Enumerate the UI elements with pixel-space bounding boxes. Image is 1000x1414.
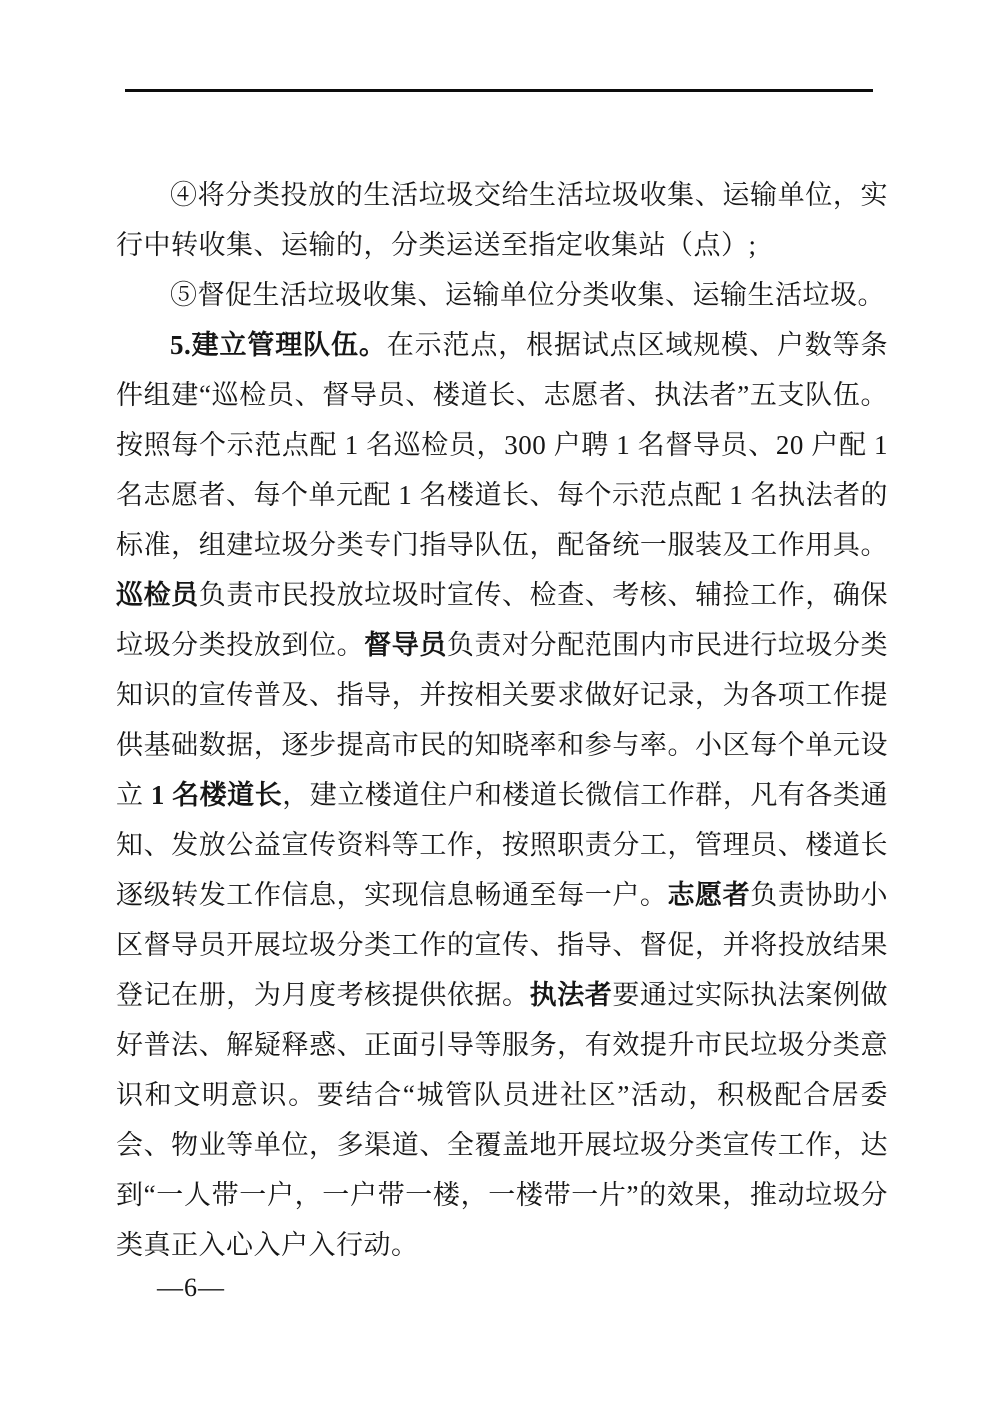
term-supervisor: 督导员 (364, 630, 447, 660)
paragraph-text: ⑤督促生活垃圾收集、运输单位分类收集、运输生活垃圾。 (170, 280, 885, 310)
term-inspector: 巡检员 (116, 580, 199, 610)
term-enforcer: 执法者 (529, 980, 613, 1010)
term-floor-leader: 1 名楼道长 (150, 780, 283, 810)
paragraph-text: 要通过实际执法案例做好普法、解疑释惑、正面引导等服务，有效提升市民垃圾分类意识和文明意识。要结合“城管队员进社区”活动，积极配合居委会、物业等单位，多渠道、全覆盖地开展垃圾分类宣传工作，达到“一人带一户，一户带一楼，一楼带一片”的效果，推动垃圾分类真正入心入户入行动。 (116, 980, 889, 1260)
paragraph-section-5 (116, 320, 888, 1270)
paragraph-text: 负责市民投放垃圾时宣传、检查、考核、辅捡工作，确保垃圾分类投放到位。 (116, 580, 889, 660)
paragraph-text: ，建立楼道住户和楼道长微信工作群，凡有各类通知、发放公益宣传资料等工作，按照职责分工，管理员、楼道长逐级转发工作信息，实现信息畅通至每一户。 (116, 780, 889, 910)
section-heading-run: 5.建立管理队伍。 (170, 330, 387, 360)
paragraph-item-4 (116, 170, 888, 270)
paragraph-text: 负责对分配范围内市民进行垃圾分类知识的宣传普及、指导，并按相关要求做好记录，为各项工作提供基础数据，逐步提高市民的知晓率和参与率。小区每个单元设立 (116, 630, 889, 810)
page-number: —6— (157, 1273, 225, 1302)
paragraph-text: 负责协助小区督导员开展垃圾分类工作的宣传、指导、督促，并将投放结果登记在册，为月度考核提供依据。 (116, 880, 889, 1010)
paragraph-item-5 (116, 270, 888, 320)
paragraph-text: 在示范点，根据试点区域规模、户数等条件组建“巡检员、督导员、楼道长、志愿者、执法者”五支队伍。按照每个示范点配 1 名巡检员，300 户聘 1 名督导员、20 户配 1 名志愿者、每个单元配 1 名楼道长、每个示范点配 1 名执法者的标准，组建垃圾分类专门指导队伍，配备统一服装及工作用具。 (116, 330, 889, 560)
header-rule (125, 89, 873, 92)
term-volunteer: 志愿者 (667, 880, 751, 910)
paragraph-text: ④将分类投放的生活垃圾交给生活垃圾收集、运输单位，实行中转收集、运输的，分类运送至指定收集站（点）; (116, 180, 888, 260)
document-body (116, 170, 888, 1270)
